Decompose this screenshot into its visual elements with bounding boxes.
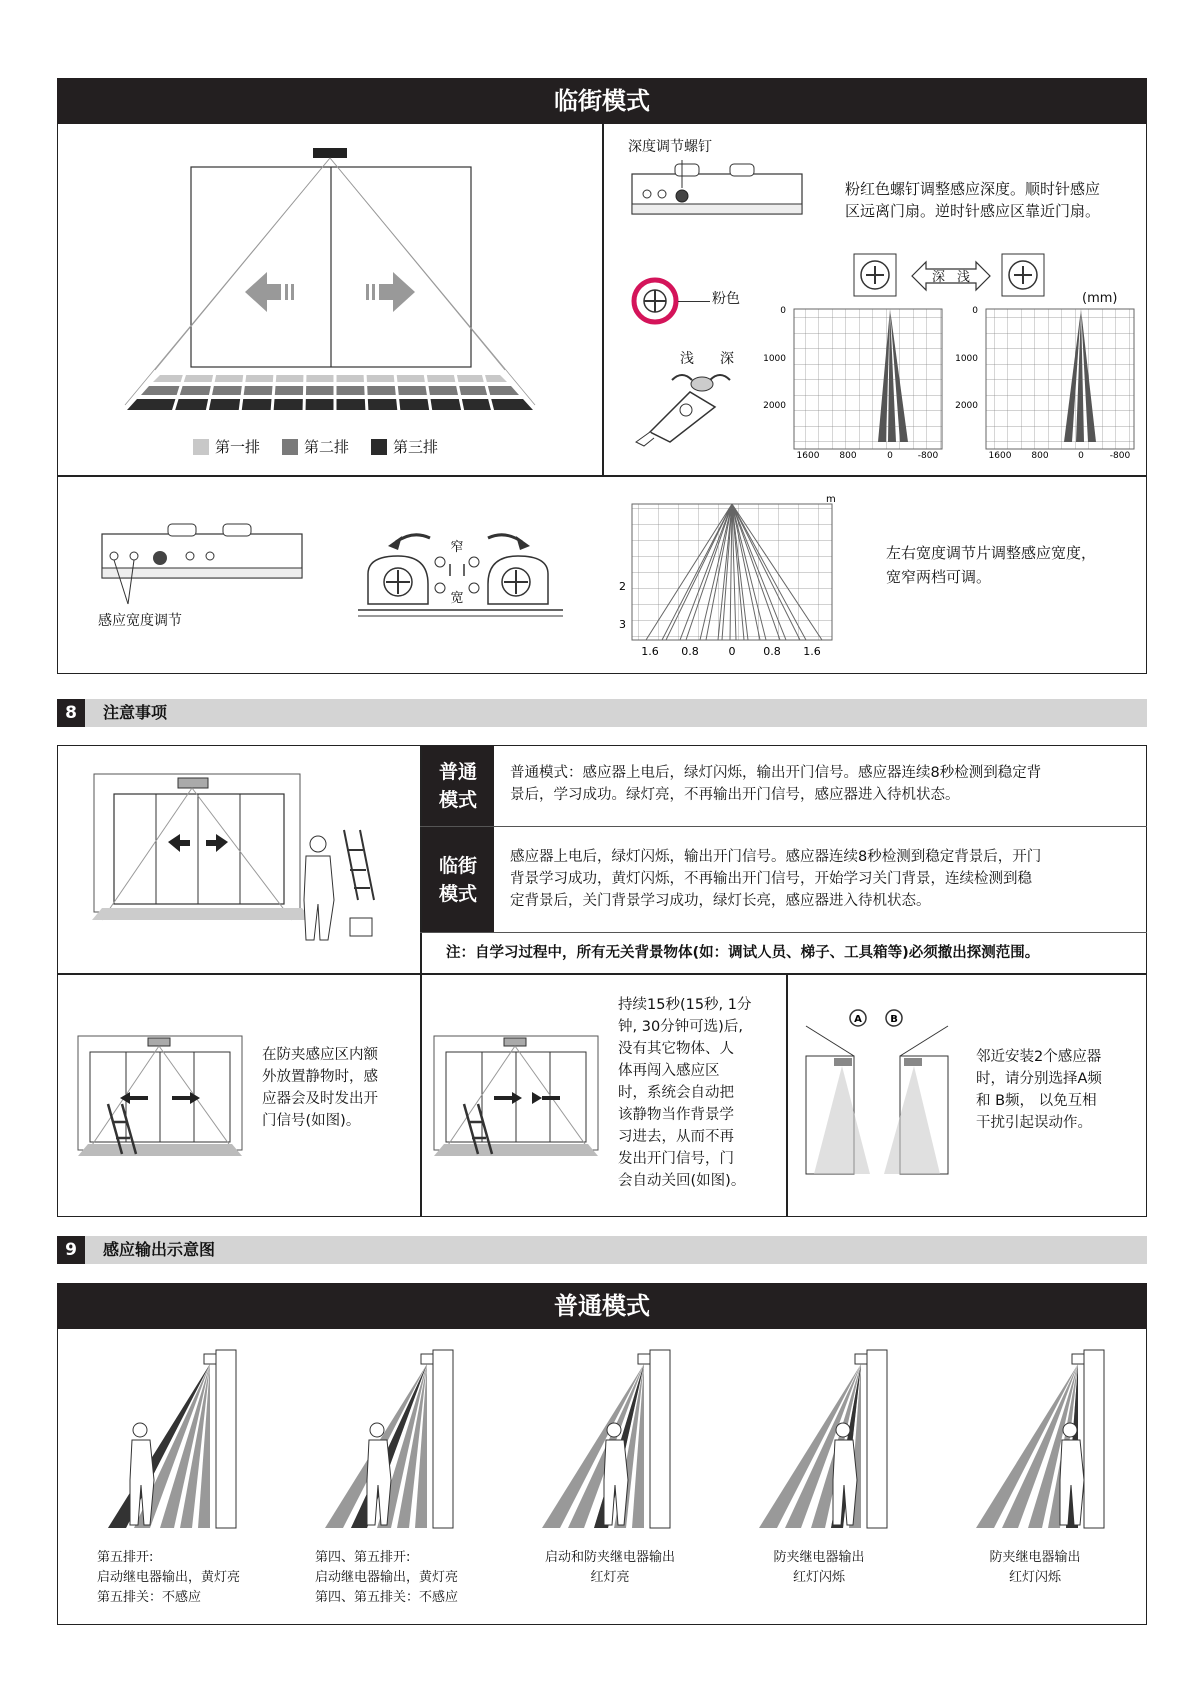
background-learning-desc: 持续15秒(15秒, 1分 钟, 30分钟可选)后, 没有其它物体、人 体再闯入感应区 时，系统会自动把 该静物当作背景学 习进去，从而不再 发出开门信号，门 会自动关回(如图)。 xyxy=(618,997,752,1189)
divider-vertical xyxy=(602,124,604,476)
width-desc-line-2: 宽窄两档可调。 xyxy=(886,568,992,586)
output-caption-1: 第五排开: 启动继电器输出，黄灯亮 第五排关：不感应 xyxy=(97,1550,241,1605)
divider xyxy=(57,973,1147,975)
street-mode-label: 临街 模式 xyxy=(422,827,494,932)
wide-label: 宽 xyxy=(450,591,464,606)
x-tick: -800 xyxy=(917,451,939,461)
x-tick: 0.8 xyxy=(763,645,781,658)
x-tick: 800 xyxy=(1031,451,1049,461)
output-figure-1 xyxy=(68,1340,268,1530)
y-tick: 1000 xyxy=(955,354,978,364)
narrow-wide-diagram xyxy=(358,524,563,620)
dual-sensor-illustration xyxy=(804,1006,950,1182)
sensor-a-label: A xyxy=(854,1014,862,1025)
normal-mode-label: 普通 模式 xyxy=(422,746,494,826)
depth-screw-label: 深度调节螺钉 xyxy=(628,139,712,155)
output-figure-4 xyxy=(719,1340,919,1530)
normal-mode-text-2: 景后，学习成功。绿灯亮，不再输出开门信号，感应器进入待机状态。 xyxy=(510,787,960,803)
unit-mm: (mm) xyxy=(1082,291,1118,306)
pink-screw-icon xyxy=(630,276,680,326)
y-tick: 3 xyxy=(619,618,626,631)
output-figure-2 xyxy=(285,1340,485,1530)
depth-desc-line-2: 区远离门扇。逆时针感应区靠近门扇。 xyxy=(845,202,1101,220)
screwdriver-icon xyxy=(630,362,750,447)
y-tick: 2000 xyxy=(763,401,786,411)
depth-screw-sensor-icon xyxy=(630,160,805,232)
x-tick: 800 xyxy=(839,451,857,461)
x-tick: 0 xyxy=(728,645,736,658)
x-tick: 0 xyxy=(1078,451,1084,461)
technician-door-illustration xyxy=(92,770,392,950)
learning-note: 注：自学习过程中，所有无关背景物体(如：调试人员、梯子、工具箱等)必须撤出探测范围。 xyxy=(446,945,1040,961)
output-caption-3: 启动和防夹继电器输出 红灯亮 xyxy=(544,1550,675,1585)
m-unit: m xyxy=(826,494,836,505)
depth-desc-line-1: 粉红色螺钉调整感应深度。顺时针感应 xyxy=(845,180,1101,198)
pink-label: 粉色 xyxy=(712,291,740,307)
shallow-label: 浅 xyxy=(680,351,694,367)
section-number: 9 xyxy=(57,1236,85,1264)
section-title: 感应输出示意图 xyxy=(103,1240,216,1259)
y-tick: 2000 xyxy=(955,401,978,411)
legend-row-1: 第一排 xyxy=(193,436,260,457)
x-tick: 0 xyxy=(887,451,893,461)
deep-arrow-text: 深 xyxy=(932,270,946,285)
street-mode-text-2: 背景学习成功，黄灯闪烁，不再输出开门信号，开始学习关门背景，连续检测到稳 xyxy=(510,871,1032,887)
output-figure-3 xyxy=(502,1340,702,1530)
narrow-label: 窄 xyxy=(450,540,464,555)
legend-swatch xyxy=(371,439,387,455)
section-8-header xyxy=(57,699,1147,727)
legend-row-3: 第三排 xyxy=(371,436,438,457)
legend-swatch xyxy=(282,439,298,455)
static-object-door-1 xyxy=(76,1032,246,1162)
x-tick: 1600 xyxy=(988,451,1012,461)
y-tick: 0 xyxy=(780,306,786,316)
output-caption-2: 第四、第五排开: 启动继电器输出，黄灯亮 第四、第五排关：不感应 xyxy=(315,1550,459,1605)
x-tick: 1.6 xyxy=(641,645,659,658)
dual-sensor-desc: 邻近安装2个感应器 时，请分别选择A频 和 B频， 以免互相 干扰引起误动作。 xyxy=(976,1049,1102,1131)
static-object-door-2 xyxy=(432,1032,602,1162)
depth-adjust-icons xyxy=(852,252,1047,300)
x-tick: 1600 xyxy=(796,451,820,461)
output-figure-5 xyxy=(936,1340,1136,1530)
output-caption-4: 防夹继电器输出 红灯闪烁 xyxy=(773,1550,865,1585)
width-chart xyxy=(618,492,838,662)
sensor-b-label: B xyxy=(890,1014,898,1025)
width-adjust-sensor-icon xyxy=(98,520,308,610)
street-mode-text-1: 感应器上电后，绿灯闪烁，输出开门信号。感应器连续8秒检测到稳定背景后，开门 xyxy=(510,849,1042,865)
divider xyxy=(420,826,1147,827)
section-title: 注意事项 xyxy=(103,703,168,722)
section-9-header xyxy=(57,1236,1147,1264)
legend-row-2: 第二排 xyxy=(282,436,349,457)
static-object-desc: 在防夹感应区内额 外放置静物时，感 应器会及时发出开 门信号(如图)。 xyxy=(262,1047,378,1129)
y-tick: 1000 xyxy=(763,354,786,364)
divider xyxy=(786,973,788,1217)
door-detection-diagram xyxy=(115,140,545,420)
legend-swatch xyxy=(193,439,209,455)
output-caption-5: 防夹继电器输出 红灯闪烁 xyxy=(989,1550,1081,1585)
x-tick: 0.8 xyxy=(681,645,699,658)
normal-mode-text-1: 普通模式：感应器上电后，绿灯闪烁，输出开门信号。感应器连续8秒检测到稳定背 xyxy=(510,765,1042,781)
street-mode-text-3: 定背景后，关门背景学习成功，绿灯长亮，感应器进入待机状态。 xyxy=(510,893,931,909)
width-desc-line-1: 左右宽度调节片调整感应宽度， xyxy=(886,544,1097,562)
rows-legend xyxy=(193,436,438,457)
width-adjust-label: 感应宽度调节 xyxy=(98,613,182,629)
y-tick: 0 xyxy=(972,306,978,316)
deep-label: 深 xyxy=(720,351,734,367)
pink-leader-line xyxy=(678,301,710,302)
divider xyxy=(420,932,1147,933)
street-mode-title: 临街模式 xyxy=(57,78,1147,124)
shallow-arrow-text: 浅 xyxy=(957,270,971,285)
depth-charts xyxy=(763,302,1148,462)
x-tick: -800 xyxy=(1109,451,1131,461)
output-figures xyxy=(60,1340,1144,1530)
y-tick: 2 xyxy=(619,580,626,593)
x-tick: 1.6 xyxy=(803,645,821,658)
normal-mode-title: 普通模式 xyxy=(57,1283,1147,1329)
section-number: 8 xyxy=(57,699,85,727)
